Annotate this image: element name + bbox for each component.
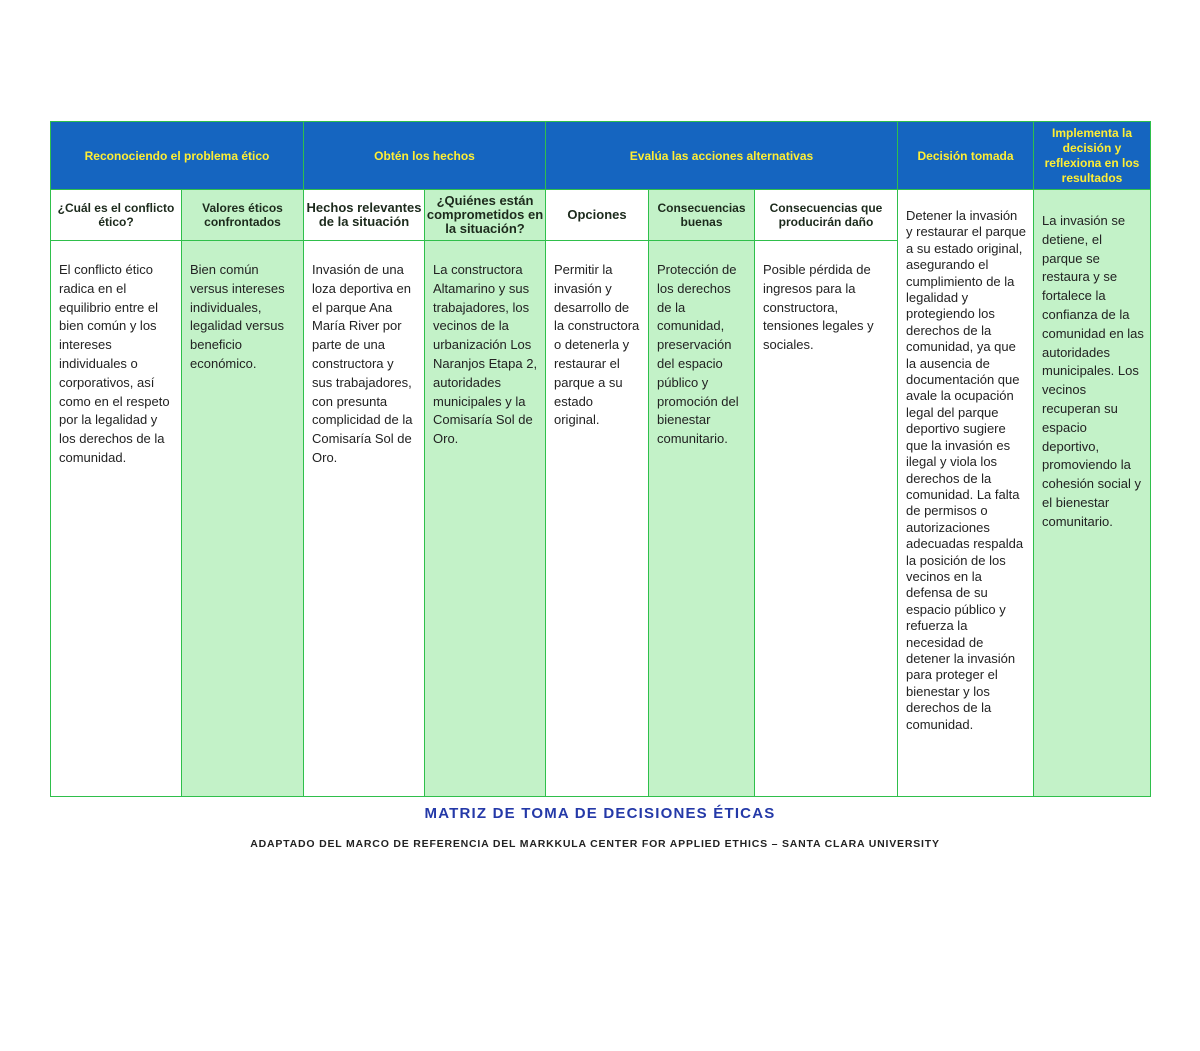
cell-involved: La constructora Altamarino y sus trabajadores, los vecinos de la urbanización Los Naranjos Etapa 2, autoridades municipales y la Comisaría Sol de Oro. (425, 241, 546, 797)
cell-good-consequences: Protección de los derechos de la comunidad, preservación del espacio público y promoción del bienestar comunitario. (649, 241, 755, 797)
subheader-involved: ¿Quiénes están comprometidos en la situación? (425, 190, 546, 241)
subheader-relevant-facts: Hechos relevantes de la situación (304, 190, 425, 241)
header-problem: Reconociendo el problema ético (51, 122, 304, 190)
cell-harmful-consequences: Posible pérdida de ingresos para la constructora, tensiones legales y sociales. (755, 241, 898, 797)
header-alternatives: Evalúa las acciones alternativas (546, 122, 898, 190)
cell-relevant-facts: Invasión de una loza deportiva en el parque Ana María River por parte de una constructora y sus trabajadores, con presunta complicidad de la Comisaría Sol de Oro. (304, 241, 425, 797)
matrix-subtitle: ADAPTADO DEL MARCO DE REFERENCIA DEL MARKKULA CENTER FOR APPLIED ETHICS – SANTA CLARA UNIVERSITY (250, 838, 940, 850)
header-facts: Obtén los hechos (304, 122, 546, 190)
cell-implement: La invasión se detiene, el parque se restaura y se fortalece la confianza de la comunidad en las autoridades municipales. Los vecinos recuperan su espacio deportivo, promoviendo la cohesión social y el bienestar comunitario. (1034, 190, 1151, 797)
subheader-harmful-consequences: Consecuencias que producirán daño (755, 190, 898, 241)
header-implement: Implementa la decisión y reflexiona en los resultados (1034, 122, 1151, 190)
cell-values: Bien común versus intereses individuales, legalidad versus beneficio económico. (182, 241, 304, 797)
cell-conflict: El conflicto ético radica en el equilibrio entre el bien común y los intereses individuales o corporativos, así como en el respeto por la legalidad y los derechos de la comunidad. (51, 241, 182, 797)
subheader-good-consequences: Consecuencias buenas (649, 190, 755, 241)
cell-decision: Detener la invasión y restaurar el parque a su estado original, asegurando el cumplimiento de la legalidad y protegiendo los derechos de la comunidad, ya que la ausencia de documentación que avale la ocupación legal del parque deportivo sugiere que la invasión es ilegal y viola los derechos de la comunidad. La falta de permisos o autorizaciones adecuadas respalda la posición de los vecinos en la defensa de su espacio público y refuerza la necesidad de detener la invasión para proteger el bienestar y los derechos de la comunidad. (898, 190, 1034, 797)
subheader-conflict: ¿Cuál es el conflicto ético? (51, 190, 182, 241)
cell-options: Permitir la invasión y desarrollo de la constructora o detenerla y restaurar el parque a su estado original. (546, 241, 649, 797)
ethics-decision-matrix (50, 121, 1151, 797)
subheader-values: Valores éticos confrontados (182, 190, 304, 241)
subheader-options: Opciones (546, 190, 649, 241)
header-decision: Decisión tomada (898, 122, 1034, 190)
matrix-title: MATRIZ DE TOMA DE DECISIONES ÉTICAS (424, 805, 776, 822)
